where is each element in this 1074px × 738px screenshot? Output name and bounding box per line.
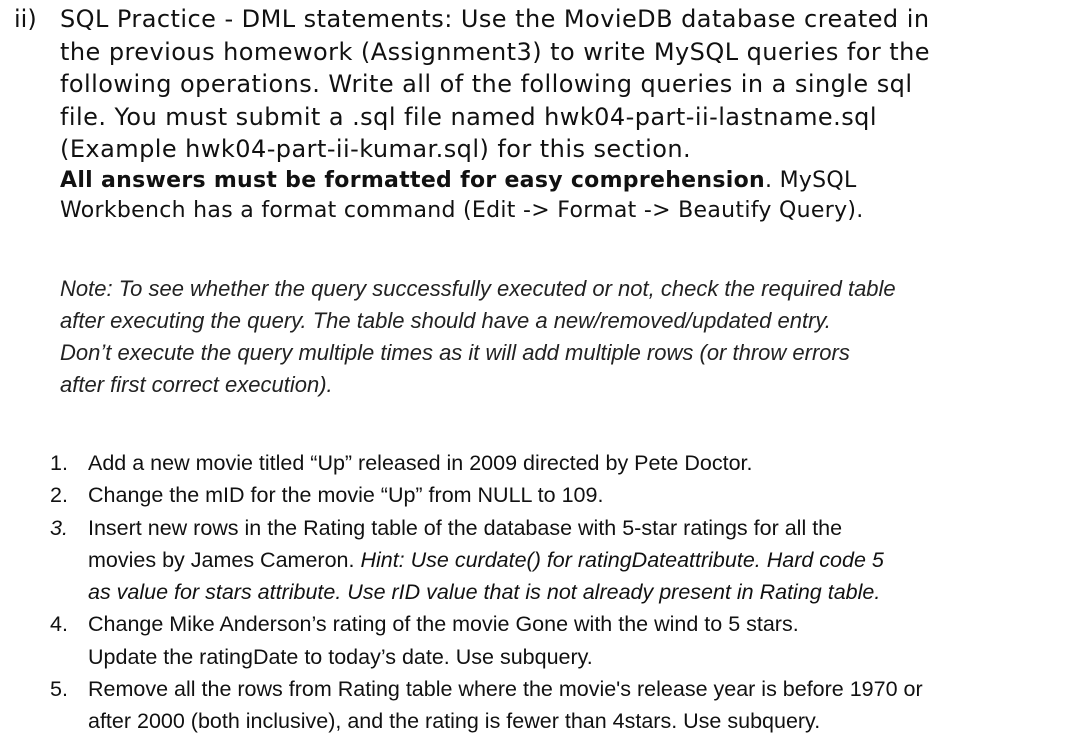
note-line: Don’t execute the query multiple times as it will add multiple rows (or throw errors: [60, 340, 850, 365]
task-number: 4.: [50, 612, 68, 637]
task-text: [88, 608, 1058, 673]
intro-line: following operations. Write all of the following queries in a single sql: [60, 70, 913, 98]
task-item: [0, 479, 1074, 511]
task-line: Update the ratingDate to today’s date. Use subquery.: [88, 644, 593, 669]
task-hint: Hint: Use curdate() for ratingDateattribute. Hard code 5: [360, 547, 884, 572]
section-intro: [60, 3, 1060, 166]
intro-line: file. You must submit a .sql file named hwk04-part-ii-lastname.sql: [60, 102, 877, 131]
task-number: 1.: [50, 451, 68, 475]
intro-line: (Example hwk04-part-ii-kumar.sql) for this section.: [60, 135, 692, 163]
task-number: 3.: [50, 515, 68, 540]
task-line: Change Mike Anderson’s rating of the movie Gone with the wind to 5 stars.: [88, 612, 799, 637]
task-text: [88, 512, 1058, 609]
task-hint: as value for stars attribute. Use rID value that is not already present in Rating table.: [88, 580, 881, 605]
task-item: [0, 673, 1074, 738]
section-marker: ii): [14, 5, 37, 33]
note-line: Note: To see whether the query successfully executed or not, check the required table: [60, 276, 896, 301]
task-line: [88, 544, 1058, 576]
task-item: [0, 512, 1074, 609]
task-number: 2.: [50, 483, 68, 508]
task-list: [0, 447, 1074, 738]
task-line-plain: movies by James Cameron.: [88, 547, 361, 572]
intro-line: the previous homework (Assignment3) to write MySQL queries for the: [60, 37, 931, 66]
task-text: [88, 479, 1058, 511]
task-text: [88, 673, 1058, 738]
task-line: [88, 576, 1058, 608]
formatting-line: Workbench has a format command (Edit -> Format -> Beautify Query).: [60, 198, 864, 223]
formatting-line: [60, 166, 1060, 196]
formatting-emphasis: All answers must be formatted for easy comprehension: [60, 168, 765, 193]
task-line: Remove all the rows from Rating table where the movie's release year is before 1970 or: [88, 677, 923, 702]
task-item: [0, 608, 1074, 673]
task-line: after 2000 (both inclusive), and the rating is fewer than 4stars. Use subquery.: [88, 709, 821, 734]
task-item: [0, 447, 1074, 479]
formatting-rest: . MySQL: [764, 168, 857, 193]
intro-line: SQL Practice - DML statements: Use the MovieDB database created in: [60, 5, 930, 33]
task-text: [88, 447, 1058, 479]
note-line: after first correct execution).: [60, 372, 333, 397]
note-line: after executing the query. The table should have a new/removed/updated entry.: [60, 308, 831, 333]
task-line: Change the mID for the movie “Up” from NULL to 109.: [88, 483, 604, 508]
task-line: Insert new rows in the Rating table of the database with 5-star ratings for all the: [88, 515, 843, 540]
formatting-requirement: [60, 166, 1060, 226]
task-number: 5.: [50, 677, 68, 702]
task-line: Add a new movie titled “Up” released in 2009 directed by Pete Doctor.: [88, 451, 753, 475]
execution-note: [60, 273, 1020, 401]
